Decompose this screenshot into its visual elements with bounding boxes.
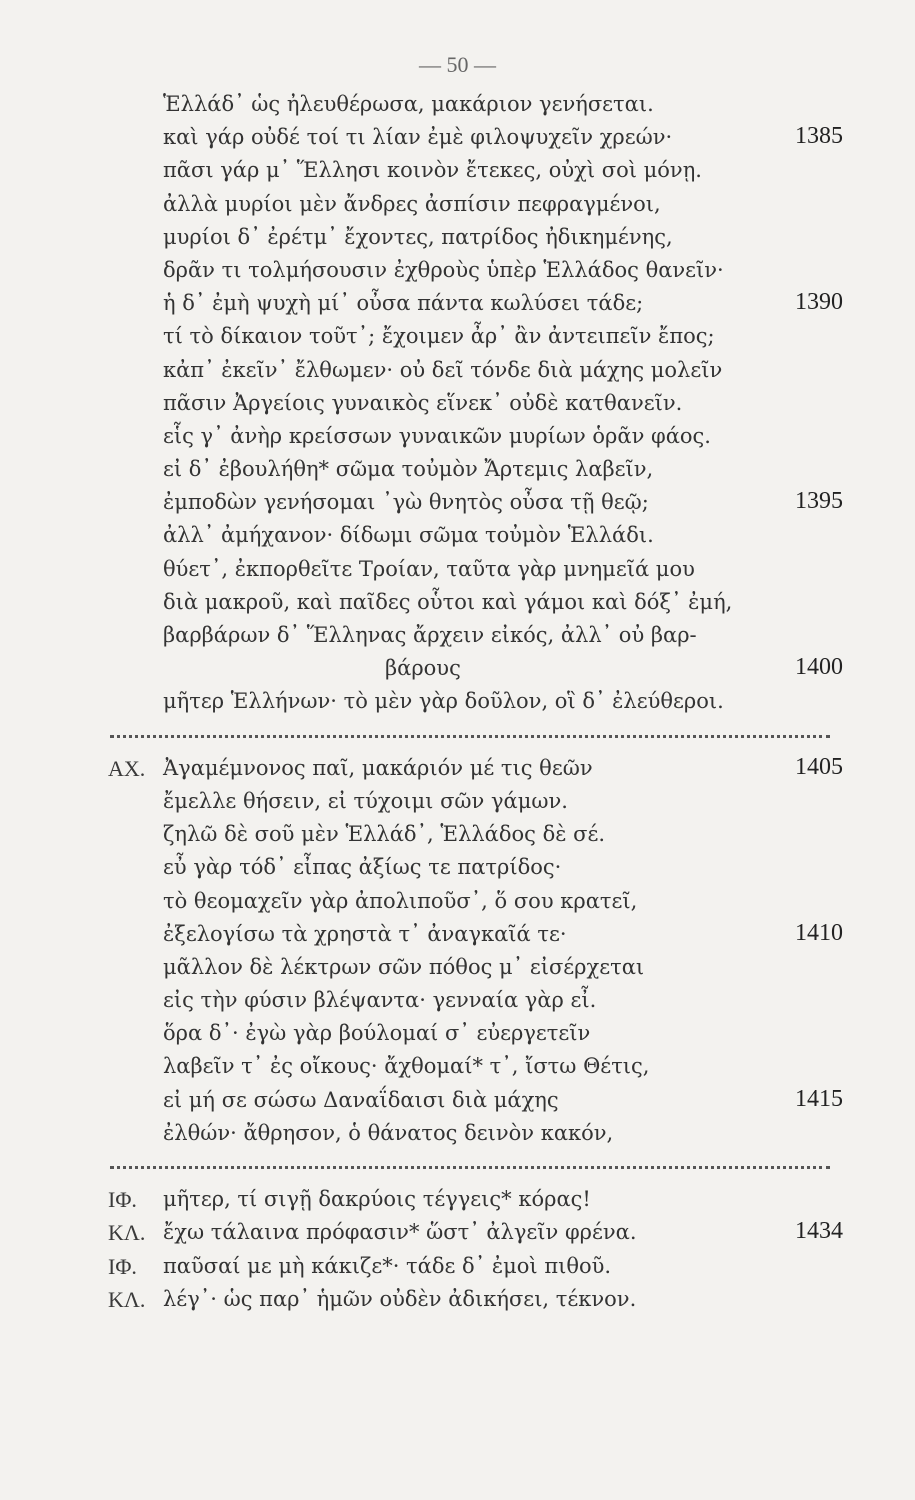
verse-line bbox=[0, 223, 915, 256]
verse-line bbox=[0, 521, 915, 554]
verse-line bbox=[0, 754, 915, 787]
verse-text: ἀλλ᾽ ἀμήχανον· δίδωμι σῶμα τοὐμὸν Ἑλλάδι. bbox=[163, 523, 654, 548]
verse-text: πᾶσιν Ἀργείοις γυναικὸς εἵνεκ᾽ οὐδὲ κατθανεῖν. bbox=[163, 390, 683, 415]
verse-line bbox=[0, 1019, 915, 1052]
line-number: 1410 bbox=[795, 919, 843, 946]
verse-text: ἡ δ᾽ ἐμὴ ψυχὴ μί᾽ οὖσα πάντα κωλύσει τάδε; bbox=[163, 291, 644, 316]
verse-text: βαρβάρων δ᾽ Ἕλληνας ἄρχειν εἰκός, ἀλλ᾽ οὐ βαρ- bbox=[163, 623, 697, 647]
verse-text: εἷς γ᾽ ἀνὴρ κρείσσων γυναικῶν μυρίων ὁρᾶν φάος. bbox=[163, 423, 711, 448]
verse-line bbox=[0, 190, 915, 223]
verse-line bbox=[0, 588, 915, 621]
dotted-omission-marker bbox=[110, 735, 830, 738]
verse-line bbox=[0, 422, 915, 455]
verse-text: ἔμελλε θήσειν, εἰ τύχοιμι σῶν γάμων. bbox=[163, 788, 568, 813]
verse-line bbox=[0, 920, 915, 953]
verse-line bbox=[0, 1185, 915, 1218]
verse-line bbox=[0, 853, 915, 886]
verse-line bbox=[0, 488, 915, 521]
verse-text: τί τὸ δίκαιον τοῦτ᾽; ἔχοιμεν ἆρ᾽ ἂν ἀντειπεῖν ἔπος; bbox=[163, 324, 715, 349]
page-number: — 50 — bbox=[419, 52, 496, 77]
verse-text: καὶ γάρ οὐδέ τοί τι λίαν ἐμὲ φιλοψυχεῖν χρεών· bbox=[163, 125, 673, 150]
verse-line bbox=[0, 256, 915, 289]
verse-line bbox=[0, 356, 915, 389]
verse-text: ἐμποδὼν γενήσομαι ᾽γὼ θνητὸς οὖσα τῇ θεῷ; bbox=[163, 490, 649, 515]
verse-text: ἐξελογίσω τὰ χρηστὰ τ᾽ ἀναγκαῖά τε· bbox=[163, 921, 567, 946]
verse-text: κἀπ᾽ ἐκεῖν᾽ ἔλθωμεν· οὐ δεῖ τόνδε διὰ μάχης μολεῖν bbox=[163, 357, 723, 382]
speaker-label: ΚΛ. bbox=[108, 1220, 146, 1246]
verse-text: βάρους bbox=[385, 656, 461, 681]
verse-lines bbox=[0, 90, 915, 1318]
verse-line bbox=[0, 1218, 915, 1251]
verse-text: εἰς τὴν φύσιν βλέψαντα· γενναία γὰρ εἶ. bbox=[163, 988, 597, 1013]
verse-line bbox=[0, 322, 915, 355]
verse-line bbox=[0, 787, 915, 820]
verse-text: ὅρα δ᾽· ἐγὼ γὰρ βούλομαί σ᾽ εὐεργετεῖν bbox=[163, 1021, 591, 1046]
verse-line bbox=[0, 455, 915, 488]
verse-text: λέγ᾽· ὡς παρ᾽ ἡμῶν οὐδὲν ἀδικήσει, τέκνον. bbox=[163, 1286, 637, 1311]
speaker-label: ΚΛ. bbox=[108, 1286, 146, 1312]
verse-line bbox=[0, 123, 915, 156]
verse-line bbox=[0, 654, 915, 687]
line-number: 1400 bbox=[795, 654, 843, 681]
speaker-label: ΙΦ. bbox=[108, 1187, 137, 1213]
verse-text: παῦσαί με μὴ κάκιζε*· τάδε δ᾽ ἐμοὶ πιθοῦ. bbox=[163, 1253, 612, 1278]
verse-text: ἀλλὰ μυρίοι μὲν ἄνδρες ἀσπίσιν πεφραγμένοι, bbox=[163, 191, 661, 216]
line-number: 1405 bbox=[795, 753, 843, 780]
verse-line bbox=[0, 1052, 915, 1085]
verse-line bbox=[0, 887, 915, 920]
line-number: 1385 bbox=[795, 123, 843, 150]
speaker-label: ΑΧ. bbox=[108, 755, 146, 781]
verse-line bbox=[0, 389, 915, 422]
verse-line bbox=[0, 953, 915, 986]
line-number: 1395 bbox=[795, 488, 843, 515]
verse-text: μῆτερ, τί σιγῇ δακρύοις τέγγεις* κόρας! bbox=[163, 1187, 591, 1212]
verse-text: μᾶλλον δὲ λέκτρων σῶν πόθος μ᾽ εἰσέρχεται bbox=[163, 954, 645, 979]
line-number: 1434 bbox=[795, 1218, 843, 1245]
verse-line bbox=[0, 621, 915, 654]
ellipsis-divider bbox=[0, 1152, 915, 1185]
verse-line bbox=[0, 820, 915, 853]
verse-text: δρᾶν τι τολμήσουσιν ἐχθροὺς ὑπὲρ Ἑλλάδος θανεῖν· bbox=[163, 257, 724, 282]
verse-text: διὰ μακροῦ, καὶ παῖδες οὗτοι καὶ γάμοι καὶ δόξ᾽ ἐμή, bbox=[163, 589, 733, 614]
verse-text: λαβεῖν τ᾽ ἐς οἴκους· ἄχθομαί* τ᾽, ἴστω Θέτις, bbox=[163, 1054, 650, 1079]
verse-text: μυρίοι δ᾽ ἐρέτμ᾽ ἔχοντες, πατρίδος ἠδικημένης, bbox=[163, 224, 673, 249]
line-number: 1390 bbox=[795, 289, 843, 316]
verse-text: ἐλθών· ἄθρησον, ὁ θάνατος δεινὸν κακόν, bbox=[163, 1120, 614, 1145]
ellipsis-divider bbox=[0, 721, 915, 754]
verse-line bbox=[0, 687, 915, 720]
verse-text: ζηλῶ δὲ σοῦ μὲν Ἑλλάδ᾽, Ἑλλάδος δὲ σέ. bbox=[163, 822, 606, 847]
verse-line bbox=[0, 289, 915, 322]
dotted-omission-marker bbox=[110, 1166, 830, 1169]
speaker-label: ΙΦ. bbox=[108, 1253, 137, 1279]
verse-line bbox=[0, 156, 915, 189]
verse-text: τὸ θεομαχεῖν γὰρ ἀπολιποῦσ᾽, ὅ σου κρατεῖ, bbox=[163, 888, 638, 913]
verse-line bbox=[0, 1252, 915, 1285]
verse-text: εἰ δ᾽ ἐβουλήθη* σῶμα τοὐμὸν Ἄρτεμις λαβεῖν, bbox=[163, 457, 654, 482]
verse-text: εἰ μή σε σώσω Δαναΐδαισι διὰ μάχης bbox=[163, 1087, 559, 1112]
verse-line bbox=[0, 1086, 915, 1119]
verse-line bbox=[0, 986, 915, 1019]
verse-line bbox=[0, 555, 915, 588]
verse-text: εὖ γὰρ τόδ᾽ εἶπας ἀξίως τε πατρίδος· bbox=[163, 855, 562, 880]
verse-text: μῆτερ Ἑλλήνων· τὸ μὲν γὰρ δοῦλον, οἳ δ᾽ ἐλεύθεροι. bbox=[163, 689, 724, 714]
verse-line bbox=[0, 90, 915, 123]
verse-line bbox=[0, 1119, 915, 1152]
verse-text: Ἀγαμέμνονος παῖ, μακάριόν μέ τις θεῶν bbox=[163, 755, 593, 780]
verse-text: θύετ᾽, ἐκπορθεῖτε Τροίαν, ταῦτα γὰρ μνημεῖά μου bbox=[163, 556, 695, 581]
verse-text: ἔχω τάλαινα πρόφασιν* ὥστ᾽ ἀλγεῖν φρένα. bbox=[163, 1220, 637, 1245]
verse-text: πᾶσι γάρ μ᾽ Ἕλλησι κοινὸν ἔτεκες, οὐχὶ σοὶ μόνῃ. bbox=[163, 158, 702, 183]
verse-line bbox=[0, 1285, 915, 1318]
line-number: 1415 bbox=[795, 1085, 843, 1112]
verse-text: Ἑλλάδ᾽ ὡς ἠλευθέρωσα, μακάριον γενήσεται. bbox=[163, 92, 654, 116]
